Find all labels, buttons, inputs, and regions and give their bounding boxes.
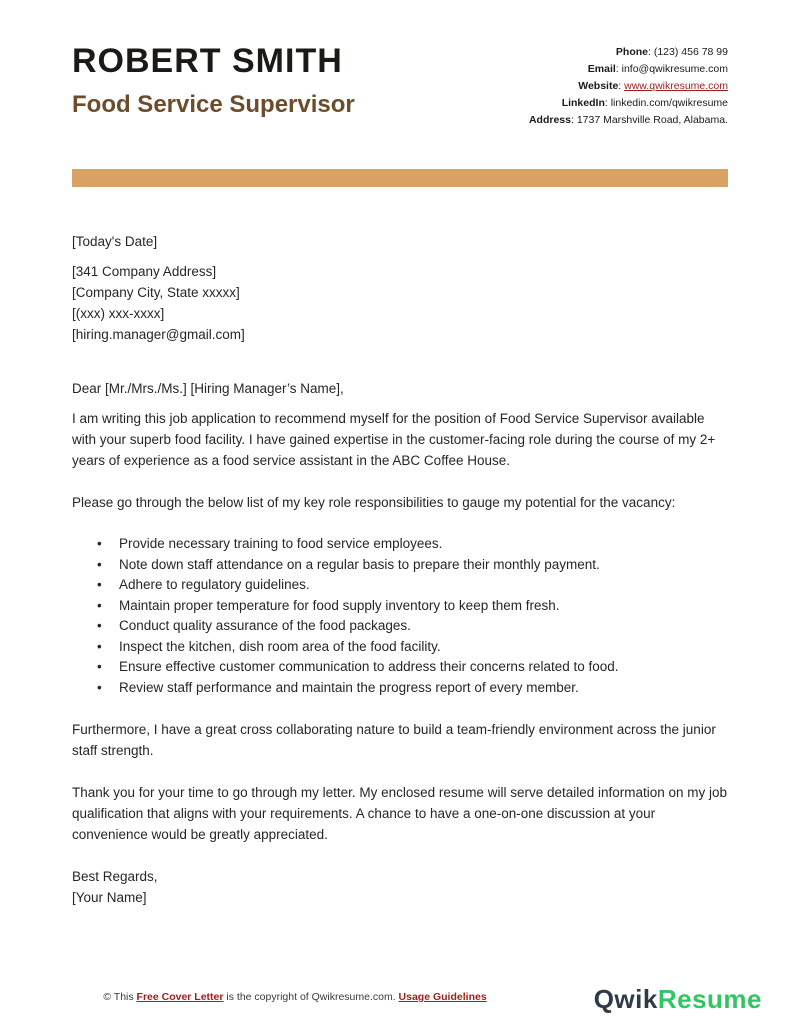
responsibility-item: • Provide necessary training to food service employees. bbox=[97, 534, 728, 555]
address-label: Address bbox=[528, 114, 571, 126]
contact-email bbox=[529, 61, 728, 78]
responsibility-item: • Ensure effective customer communication to address their concerns related to food. bbox=[97, 657, 728, 678]
email-label: Email bbox=[587, 63, 616, 75]
website-label: Website bbox=[578, 80, 619, 92]
phone-label: Phone bbox=[615, 46, 649, 58]
date-placeholder: [Today's Date] bbox=[72, 234, 158, 249]
identity-block bbox=[72, 42, 355, 119]
recipient-address-line: [Company City, State xxxxx] bbox=[72, 285, 240, 300]
contact-website bbox=[529, 78, 728, 95]
page-footer bbox=[0, 979, 800, 1021]
email-value: : info@qwikresume.com bbox=[615, 63, 728, 75]
address-value: : 1737 Marshville Road, Alabama. bbox=[570, 114, 728, 126]
contact-address bbox=[529, 112, 728, 129]
signoff-line: Best Regards, bbox=[72, 869, 158, 884]
contact-block bbox=[529, 42, 728, 129]
letterhead bbox=[72, 42, 728, 129]
logo-text-resume: Resume bbox=[657, 984, 762, 1014]
copyright-middle: is the copyright of Qwikresume.com. bbox=[223, 991, 399, 1003]
contact-linkedin bbox=[529, 95, 728, 112]
responsibility-item: • Adhere to regulatory guidelines. bbox=[97, 575, 728, 596]
website-link[interactable]: www.qwikresume.com bbox=[624, 80, 728, 92]
contact-phone bbox=[529, 44, 728, 61]
recipient-address-block bbox=[72, 261, 728, 345]
usage-guidelines-link[interactable]: Usage Guidelines bbox=[398, 991, 487, 1003]
recipient-address-line: [(xxx) xxx-xxxx] bbox=[72, 306, 165, 321]
signature-placeholder: [Your Name] bbox=[72, 890, 147, 905]
paragraph-thanks: Thank you for your time to go through my letter. My enclosed resume will serve detailed information on my job qualification that aligns with your requirements. A chance to have a one-on-one discussion at your convenience would be greatly appreciated. bbox=[72, 785, 728, 842]
responsibility-item: • Inspect the kitchen, dish room area of the food facility. bbox=[97, 637, 728, 658]
logo-text-qwik: Qwik bbox=[593, 984, 658, 1014]
free-cover-letter-link[interactable]: Free Cover Letter bbox=[136, 991, 224, 1003]
linkedin-label: LinkedIn bbox=[561, 97, 605, 109]
applicant-job-title: Food Service Supervisor bbox=[72, 91, 355, 119]
paragraph-list-lead: Please go through the below list of my key role responsibilities to gauge my potential for the vacancy: bbox=[72, 495, 676, 510]
responsibility-item: • Conduct quality assurance of the food packages. bbox=[97, 616, 728, 637]
copyright-prefix: © This bbox=[103, 991, 137, 1003]
signoff-block bbox=[72, 866, 728, 908]
responsibility-item: • Maintain proper temperature for food supply inventory to keep them fresh. bbox=[97, 596, 728, 617]
responsibilities-list bbox=[72, 534, 728, 698]
paragraph-intro: I am writing this job application to recommend myself for the position of Food Service Supervisor available with your superb food facility. I have gained expertise in the customer-facing role during the course of my 2+ years of experience as a food service assistant in the ABC Coffee House. bbox=[72, 411, 716, 468]
accent-divider-bar bbox=[72, 169, 728, 187]
phone-value: : (123) 456 78 99 bbox=[648, 46, 728, 58]
recipient-address-line: [hiring.manager@gmail.com] bbox=[72, 327, 245, 342]
applicant-name: ROBERT SMITH bbox=[72, 42, 343, 80]
letter-body bbox=[72, 231, 728, 908]
linkedin-value: : linkedin.com/qwikresume bbox=[604, 97, 728, 109]
greeting-line: Dear [Mr./Mrs./Ms.] [Hiring Manager’s Name], bbox=[72, 381, 344, 396]
recipient-address-line: [341 Company Address] bbox=[72, 264, 217, 279]
responsibility-item: • Note down staff attendance on a regular basis to prepare their monthly payment. bbox=[97, 555, 728, 576]
responsibility-item: • Review staff performance and maintain the progress report of every member. bbox=[97, 678, 728, 699]
qwikresume-logo bbox=[594, 979, 762, 1019]
paragraph-furthermore: Furthermore, I have a great cross collaborating nature to build a team-friendly environment across the junior staff strength. bbox=[72, 722, 716, 758]
website-separator: : bbox=[618, 80, 625, 92]
